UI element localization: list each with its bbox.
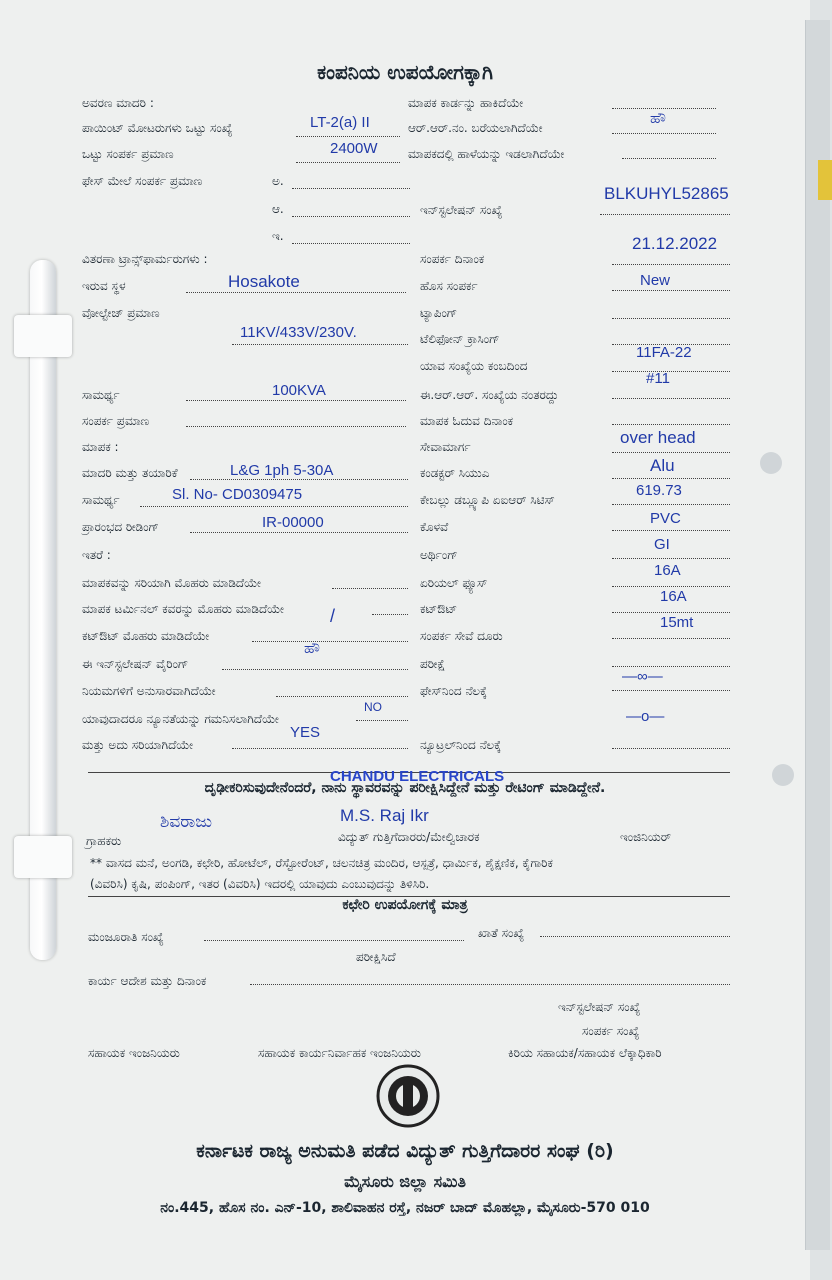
transformer-capacity-value: 100KVA (272, 382, 326, 399)
service-value: over head (620, 428, 696, 447)
page-edge (805, 20, 830, 1250)
office-use-title: ಕಛೇರಿ ಉಪಯೋಗಕ್ಕೆ ಮಾತ್ರ (342, 897, 468, 913)
row-left-label: ಸಾಮರ್ಥ್ಯ (82, 493, 120, 507)
junior-assistant-label: ಕಿರಿಯ ಸಹಾಯಕ/ಸಹಾಯಕ ಲೆಕ್ಕಾಧಿಕಾರಿ (508, 1046, 662, 1060)
serial-line (140, 506, 408, 507)
phase-b-line (292, 216, 410, 217)
point-motors-line (296, 136, 400, 137)
installation-number-label: ಇನ್‌ಸ್ಟಲೇಷನ್ ಸಂಖ್ಯೆ (420, 203, 503, 217)
association-logo-icon (365, 1062, 451, 1130)
row-left-label: ಪ್ರಾರಂಭದ ರೀಡಿಂಗ್ (82, 520, 159, 534)
total-connection-value: 2400W (330, 140, 378, 157)
row-right-label: ಕೇಬಲ್ಲು ಡಬ್ಲ್ಯೂಪಿ ಏಐಆರ್ ಸಿಟಿಸ್ (420, 493, 555, 507)
installation-number-line (600, 214, 730, 215)
punch-hole-bottom (772, 764, 794, 786)
meter-serial-value: Sl. No- CD0309475 (172, 486, 303, 503)
neutral-line (612, 748, 730, 749)
association-name: ಕರ್ನಾಟಕ ರಾಜ್ಯ ಅನುಮತಿ ಪಡೆದ ವಿದ್ಯುತ್ ಗುತ್ತಿಗೆದಾರರ ಸಂಘ (ರಿ) (196, 1140, 614, 1162)
pole-value: 11FA-22 (636, 344, 692, 361)
point-motors-value: LT-2(a) II (310, 114, 370, 131)
row-right-label: ಟೆಲಿಫೋನ್ ಕ್ರಾಸಿಂಗ್ (420, 332, 500, 346)
voltage-value: 11KV/433V/230V. (240, 324, 357, 341)
earthing-line (612, 558, 730, 559)
row-left-label: ಸಾಮರ್ಥ್ಯ (82, 388, 120, 402)
contractor-stamp: CHANDU ELECTRICALS (330, 768, 505, 785)
correct-line (232, 748, 408, 749)
association-address: ನಂ.445, ಹೊಸ ನಂ. ಎನ್-10, ಶಾಲಿವಾಹನ ರಸ್ತೆ, ನಜರ್ ಬಾದ್ ಮೊಹಲ್ಲಾ, ಮೈಸೂರು-570 010 (160, 1200, 650, 1216)
row-right-label: ಕಂಡಕ್ಟರ್ ಸಿಯುಎ (420, 466, 490, 480)
phase-a-line (292, 188, 410, 189)
row-right-label: ಸಂಪರ್ಕ ದಿನಾಂಕ (420, 252, 485, 266)
model-line (190, 479, 408, 480)
err-number-value: #11 (646, 370, 670, 387)
row-left-label: ಈ ಇನ್‌ಸ್ಟಲೇಷನ್ ವೈರಿಂಗ್ (82, 657, 189, 671)
row-right-label: ಅರ್ಥಿಂಗ್ (420, 548, 458, 562)
fuse-line (612, 586, 730, 587)
row-right-label: ಏರಿಯಲ್ ಫ್ಯೂಸ್ (420, 576, 488, 590)
pole-line (612, 371, 730, 372)
district-committee: ಮೈಸೂರು ಜಿಲ್ಲಾ ಸಮಿತಿ (344, 1172, 466, 1191)
phase-marker-b: ಆ. (272, 202, 284, 216)
reading-line (190, 532, 408, 533)
row-right-label: ಟ್ಯಾಪಿಂಗ್ (420, 306, 458, 320)
row-right-label: ಸೇವಾಮಾರ್ಗ (420, 440, 471, 454)
cable-line (612, 504, 730, 505)
capacity-line (186, 400, 406, 401)
installation-number-value: BLKUHYL52865 (604, 184, 729, 203)
row-left-label: ಮಾಪಕ : (82, 440, 119, 454)
asst-engineer-label: ಸಹಾಯಕ ಇಂಜನಿಯರು (88, 1046, 180, 1060)
correct-value: YES (290, 724, 321, 741)
aerial-fuse-value: 16A (654, 562, 681, 579)
voltage-line (232, 344, 408, 345)
new-connection-line (612, 290, 730, 291)
row-left-label: ಮತ್ತು ಅದು ಸರಿಯಾಗಿದೆಯೇ (82, 738, 194, 752)
punch-hole-top (760, 452, 782, 474)
point-motors-label: ಪಾಯಿಂಟ್ ಮೋಟರುಗಳು ಒಟ್ಟು ಸಂಖ್ಯೆ (82, 121, 233, 135)
location-value: Hosakote (228, 272, 300, 291)
pipe-value: PVC (650, 510, 681, 527)
row-right-label: ಕಟ್‌ಔಟ್ (420, 602, 458, 616)
asst-exec-engineer-label: ಸಹಾಯಕ ಕಾರ್ಯನಿರ್ವಾಹಕ ಇಂಜನಿಯರು (258, 1046, 421, 1060)
row-right-label: ಕೊಳವೆ (420, 520, 449, 534)
account-line (540, 936, 730, 937)
new-connection-value: New (640, 272, 671, 289)
connection-no-label: ಸಂಪರ್ಕ ಸಂಖ್ಯೆ (582, 1024, 640, 1038)
row-left-label: ವೋಲ್ಟೇಜ್ ಪ್ರಮಾಣ (82, 306, 160, 320)
phase-earth-line (612, 690, 730, 691)
cutout-seal-line (252, 641, 408, 642)
installation-no-label: ಇನ್‌ಸ್ಟಲೇಷನ್ ಸಂಖ್ಯೆ (558, 1000, 641, 1014)
service-line (612, 452, 730, 453)
note-line-2: (ವಿವರಿಸಿ) ಕೃಷಿ, ಪಂಪಿಂಗ್, ಇತರ (ವಿವರಿಸಿ) ಇದರಲ್ಲಿ ಯಾವುದು ಎಂಬುವುದನ್ನು ತಿಳಿಸಿರಿ. (90, 877, 430, 891)
binder-clip-top (14, 315, 72, 357)
checked-label: ಪರೀಕ್ಷಿಸಿದೆ (356, 950, 396, 964)
row-left-label: ನಿಯಮಗಳಿಗೆ ಅನುಸಾರವಾಗಿದೆಯೇ (82, 684, 216, 698)
wiring-line (222, 669, 408, 670)
phase-marker-c: ಇ. (272, 229, 284, 243)
row-left-label: ಮಾಪಕವನ್ನು ಸರಿಯಾಗಿ ಮೊಹರು ಮಾಡಿದೆಯೇ (82, 576, 261, 590)
tapping-line (612, 318, 730, 319)
account-number-label: ಖಾತೆ ಸಂಖ್ಯೆ (478, 926, 525, 940)
defect-line (356, 720, 408, 721)
cutout-line (612, 612, 730, 613)
row-left-label: ಕಟ್‌ಔಟ್ ಮೊಹರು ಮಾಡಿದೆಯೇ (82, 629, 210, 643)
row-left-label: ಇರುವ ಸ್ಥಳ (82, 279, 126, 293)
meter-sheet-line (622, 158, 716, 159)
row-right-label: ಮಾಪಕ ಓದುವ ದಿನಾಂಕ (420, 414, 514, 428)
meter-card-label: ಮಾಪಕ ಕಾರ್ಡನ್ನು ಹಾಕಿದೆಯೇ (408, 96, 524, 110)
customer-label: ಗ್ರಾಹಕರು (86, 834, 122, 848)
engineer-label: ಇಂಜಿನಿಯರ್ (620, 830, 671, 844)
enclosure-type-label: ಅವರಣ ಮಾದರಿ : (82, 96, 154, 110)
phase-c-line (292, 243, 410, 244)
meter-model-value: L&G 1ph 5-30A (230, 462, 334, 479)
initial-reading-value: IR-00000 (262, 514, 324, 531)
tick-mark-1: / (330, 606, 336, 626)
binder-clip-bottom (14, 836, 72, 878)
meter-card-line (612, 108, 716, 109)
meter-sheet-label: ಮಾಪಕದಲ್ಲಿ ಹಾಳೆಯನ್ನು ಇಡಲಾಗಿದೆಯೇ (408, 147, 565, 161)
cable-value: 619.73 (636, 482, 682, 499)
phase-connection-label: ಫೇಸ್ ಮೇಲೆ ಸಂಪರ್ಕ ಪ್ರಮಾಣ (82, 174, 203, 188)
work-order-line (250, 984, 730, 985)
contractor-label: ವಿದ್ಯುತ್ ಗುತ್ತಿಗೆದಾರರು/ಮೇಲ್ವಿಚಾರಕ (338, 830, 480, 844)
row-left-label: ಸಂಪರ್ಕ ಪ್ರಮಾಣ (82, 414, 150, 428)
earthing-value: GI (654, 536, 670, 553)
conductor-value: Alu (650, 456, 675, 475)
row-right-label: ಸಂಪರ್ಕ ಸೇವೆ ದೂರು (420, 629, 503, 643)
rr-number-value: ಹೌ (650, 110, 666, 127)
wiring-value: ಹೌ (304, 640, 320, 657)
terminal-line (372, 614, 408, 615)
row-left-label: ಇತರೆ : (82, 548, 111, 562)
sanction-number-label: ಮಂಜೂರಾತಿ ಸಂಖ್ಯೆ (88, 930, 164, 944)
cutout-value: 16A (660, 588, 687, 605)
neutral-earth-value: —o— (626, 708, 665, 725)
folder-tab (818, 160, 832, 200)
rr-number-label: ಆರ್.ಆರ್.ನಂ. ಬರೆಯಲಾಗಿದೆಯೇ (408, 121, 543, 135)
phase-earth-value: —∞— (622, 668, 663, 685)
conductor-line (612, 478, 730, 479)
row-right-label: ಪರೀಕ್ಷೆ (420, 657, 446, 671)
row-left-label: ಯಾವುದಾದರೂ ನ್ಯೂನತೆಯನ್ನು ಗಮನಿಸಲಾಗಿದೆಯೇ (82, 712, 279, 726)
distance-line (612, 638, 730, 639)
customer-signature: ಶಿವರಾಜು (160, 812, 213, 831)
row-left-label: ಮಾದರಿ ಮತ್ತು ತಯಾರಿಕೆ (82, 466, 178, 480)
rr-number-line (612, 133, 716, 134)
phase-marker-a: ಅ. (272, 174, 284, 188)
row-right-line (612, 264, 730, 265)
pipe-line (612, 530, 730, 531)
connection-date-value: 21.12.2022 (632, 234, 718, 253)
work-order-label: ಕಾರ್ಯ ಆದೇಶ ಮತ್ತು ದಿನಾಂಕ (88, 974, 207, 988)
row-right-label: ಹೊಸ ಸಂಪರ್ಕ (420, 279, 478, 293)
sanction-line (204, 940, 464, 941)
total-connection-line (296, 162, 400, 163)
note-line-1: ** ವಾಸದ ಮನೆ, ಅಂಗಡಿ, ಕಛೇರಿ, ಹೋಟೆಲ್, ರೆಸ್ಟೋರೆಂಟ್, ಚಲನಚಿತ್ರ ಮಂದಿರ, ಆಸ್ಪತ್ರೆ, ಧಾರ್ಮಿಕ, ಶೈಕ್ಷಣಿಕ, ಕೈಗಾರಿಕ (90, 856, 553, 870)
rules-line (276, 696, 408, 697)
err-line (612, 398, 730, 399)
test-line (612, 666, 730, 667)
contractor-signature: M.S. Raj Ikr (340, 806, 429, 825)
total-connection-label: ಒಟ್ಟು ಸಂಪರ್ಕ ಪ್ರಮಾಣ (82, 147, 174, 161)
read-date-line (612, 424, 730, 425)
page-title: ಕಂಪನಿಯ ಉಪಯೋಗಕ್ಕಾಗಿ (317, 60, 493, 84)
row-right-label: ಫೇಸ್‌ನಿಂದ ನೆಲಕ್ಕೆ (420, 684, 488, 698)
row-left-label: ವಿತರಣಾ ಟ್ರಾನ್ಸ್‌ಫಾರ್ಮರುಗಳು : (82, 252, 208, 266)
location-line (186, 292, 406, 293)
row-left-label: ಮಾಪಕ ಟರ್ಮಿನಲ್ ಕವರನ್ನು ಮೊಹರು ಮಾಡಿದೆಯೇ (82, 602, 284, 616)
load-line (186, 426, 406, 427)
row-right-label: ಈ.ಆರ್.ಆರ್. ಸಂಖ್ಯೆಯ ನಂತರದ್ದು (420, 388, 559, 402)
row-right-label: ಯಾವ ಸಂಖ್ಯೆಯ ಕಂಬದಿಂದ (420, 359, 528, 373)
defect-value: NO (364, 700, 382, 714)
seal-line (332, 588, 408, 589)
declaration-text: ದೃಢೀಕರಿಸುವುದೇನೆಂದರೆ, ನಾನು ಸ್ಥಾವರವನ್ನು ಪರೀಕ್ಷಿಸಿದ್ದೇನೆ ಮತ್ತು ರೇಟಿಂಗ್ ಮಾಡಿದ್ದೇನೆ. (204, 780, 606, 796)
service-distance-value: 15mt (660, 614, 694, 631)
row-right-label: ನ್ಯೂಟ್ರಲ್‌ನಿಂದ ನೆಲಕ್ಕೆ (420, 738, 502, 752)
